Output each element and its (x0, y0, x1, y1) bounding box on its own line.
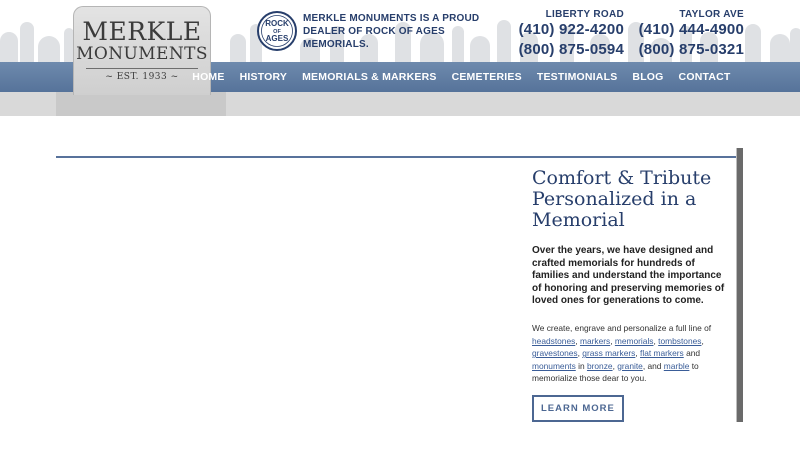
content-top-rule (56, 156, 736, 158)
link-gravestones[interactable]: gravestones (532, 348, 578, 359)
link-memorials[interactable]: memorials (614, 335, 654, 346)
link-granite[interactable]: granite (617, 360, 643, 371)
badge-text-rock: ROCK (265, 19, 289, 28)
intro-panel (532, 168, 732, 422)
phone-link[interactable]: (410) 444-4900 (638, 21, 744, 38)
nav-item-cemeteries[interactable]: CEMETERIES (451, 71, 522, 83)
dealer-line-2: DEALER OF ROCK OF AGES MEMORIALS. (303, 26, 445, 50)
body-outro: memorialize those dear to you. (532, 373, 647, 384)
logo-base (56, 92, 226, 116)
nav-item-home[interactable]: HOME (192, 71, 225, 83)
rock-of-ages-logo-icon[interactable] (257, 11, 297, 51)
body-paragraph: We create, engrave and personalize a full line of headstones, markers, memorials, tombstones, gravestones, grass markers, flat markers and monuments in bronze, granite, and marble to memorialize those dear to you. (532, 322, 712, 384)
link-grass-markers[interactable]: grass markers (582, 348, 636, 359)
skyline-gravestone (230, 34, 246, 62)
body-to: to (691, 360, 699, 371)
badge-text-of: OF (273, 29, 281, 35)
link-marble[interactable]: marble (663, 360, 690, 371)
body-in: in (578, 360, 585, 371)
location-liberty-road (519, 9, 624, 59)
location-taylor-ave (639, 9, 744, 59)
skyline-gravestone (790, 28, 800, 62)
location-name: TAYLOR AVE (679, 9, 744, 20)
learn-more-button[interactable]: LEARN MORE (532, 395, 624, 422)
nav-item-blog[interactable]: BLOG (632, 71, 664, 83)
badge-text-ages: AGES (265, 34, 289, 43)
skyline-gravestone (745, 24, 761, 62)
skyline-gravestone (38, 36, 60, 62)
main-nav (185, 62, 738, 92)
logo-established: ~ EST. 1933 ~ (105, 72, 179, 82)
link-monuments[interactable]: monuments (532, 360, 576, 371)
link-flat-markers[interactable]: flat markers (640, 348, 684, 359)
phone-link[interactable]: (800) 875-0594 (518, 41, 624, 58)
nav-item-history[interactable]: HISTORY (239, 71, 288, 83)
link-bronze[interactable]: bronze (586, 360, 613, 371)
body-intro: We create, engrave and personalize a full line of (532, 322, 712, 333)
nav-item-contact[interactable]: CONTACT (678, 71, 731, 83)
phone-link[interactable]: (410) 922-4200 (518, 21, 624, 38)
phone-link[interactable]: (800) 875-0321 (638, 41, 744, 58)
body-and-2: and (647, 360, 662, 371)
skyline-gravestone (0, 32, 18, 62)
content-side-bar (736, 148, 743, 422)
page-headline: Comfort & Tribute Personalized in a Memorial (532, 167, 712, 231)
logo-line-merkle: MERKLE (82, 17, 202, 46)
skyline-gravestone (770, 34, 790, 62)
body-and: and (686, 348, 701, 359)
location-name: LIBERTY ROAD (545, 9, 624, 20)
link-tombstones[interactable]: tombstones (658, 335, 702, 346)
dealer-line-1: MERKLE MONUMENTS IS A PROUD (303, 13, 480, 24)
link-headstones[interactable]: headstones (532, 335, 576, 346)
logo-divider (86, 68, 198, 69)
skyline-gravestone (20, 22, 34, 62)
lead-paragraph: Over the years, we have designed and crafted memorials for hundreds of families and understand the importance of honoring and preserving memories of loved ones for generations to come. (532, 245, 725, 307)
nav-item-memorials-markers[interactable]: MEMORIALS & MARKERS (302, 71, 437, 83)
nav-item-testimonials[interactable]: TESTIMONIALS (536, 71, 618, 83)
logo-line-monuments: MONUMENTS (76, 44, 208, 64)
link-markers[interactable]: markers (579, 335, 611, 346)
dealer-statement (303, 12, 503, 51)
